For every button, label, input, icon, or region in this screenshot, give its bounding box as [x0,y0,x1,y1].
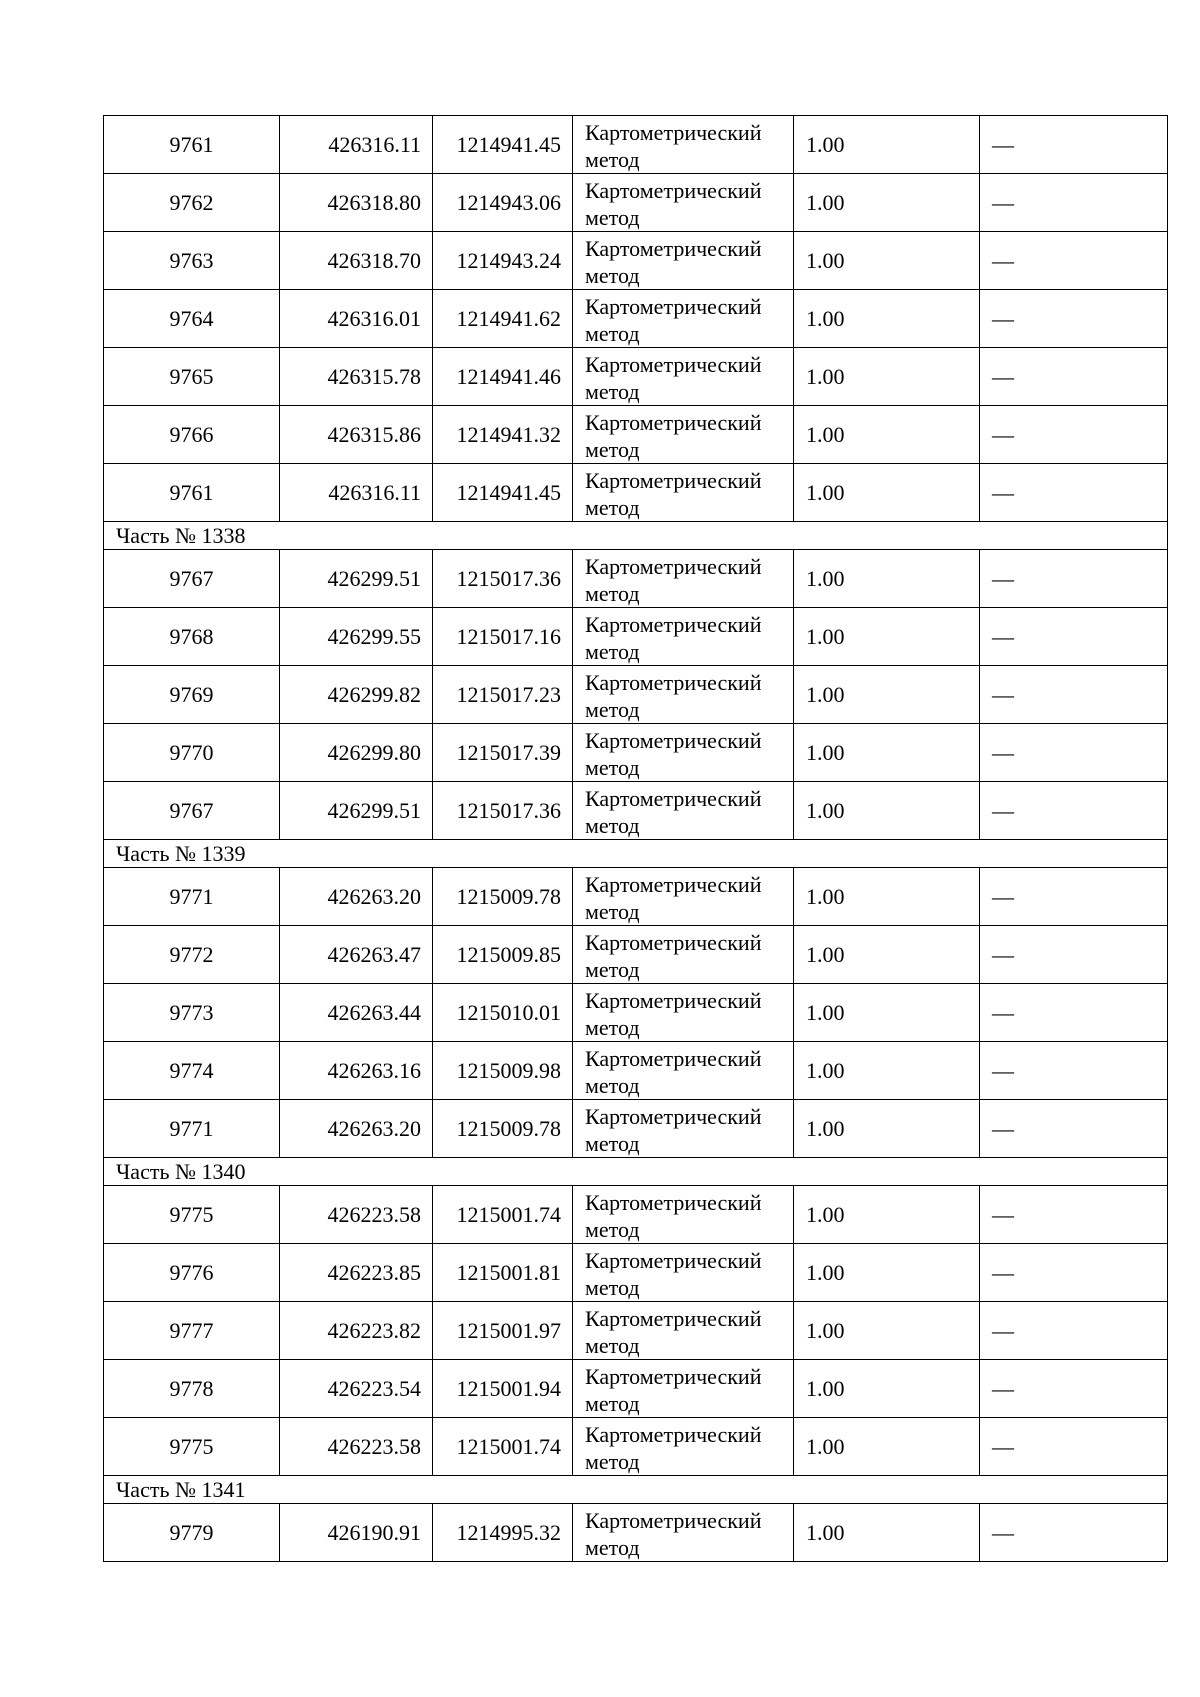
method-line-2: метод [585,898,640,924]
point-number-cell: 9773 [104,984,280,1042]
method-cell [573,1042,794,1100]
y-coordinate-cell: 1215001.81 [433,1244,573,1302]
description-cell: — [980,1100,1168,1158]
point-number-cell: 9771 [104,1100,280,1158]
point-number-cell: 9779 [104,1504,280,1562]
method-line-1: Картометрический [585,1305,762,1331]
description-cell: — [980,1302,1168,1360]
accuracy-cell: 1.00 [794,926,980,984]
point-number-cell: 9771 [104,868,280,926]
method-line-2: метод [585,956,640,982]
accuracy-cell: 1.00 [794,550,980,608]
table-row [104,1186,1168,1244]
x-coordinate-cell: 426316.11 [280,464,433,522]
method-cell [573,116,794,174]
accuracy-cell: 1.00 [794,1504,980,1562]
table-row [104,1418,1168,1476]
table-row [104,348,1168,406]
accuracy-cell: 1.00 [794,406,980,464]
accuracy-cell: 1.00 [794,724,980,782]
description-cell: — [980,724,1168,782]
y-coordinate-cell: 1215017.36 [433,550,573,608]
description-cell: — [980,868,1168,926]
x-coordinate-cell: 426299.51 [280,782,433,840]
x-coordinate-cell: 426299.82 [280,666,433,724]
method-line-1: Картометрический [585,1045,762,1071]
table-row [104,174,1168,232]
table-row [104,464,1168,522]
method-line-2: метод [585,494,640,520]
table-row [104,550,1168,608]
x-coordinate-cell: 426316.01 [280,290,433,348]
description-cell: — [980,1504,1168,1562]
accuracy-cell: 1.00 [794,1418,980,1476]
y-coordinate-cell: 1215009.78 [433,1100,573,1158]
section-label: Часть № 1341 [104,1476,1168,1504]
method-cell [573,1244,794,1302]
x-coordinate-cell: 426315.86 [280,406,433,464]
method-cell [573,724,794,782]
method-cell [573,174,794,232]
x-coordinate-cell: 426263.20 [280,868,433,926]
method-line-2: метод [585,204,640,230]
accuracy-cell: 1.00 [794,868,980,926]
y-coordinate-cell: 1214941.32 [433,406,573,464]
description-cell: — [980,666,1168,724]
method-cell [573,782,794,840]
table-row [104,926,1168,984]
method-cell [573,868,794,926]
x-coordinate-cell: 426299.51 [280,550,433,608]
table-row [104,666,1168,724]
x-coordinate-cell: 426315.78 [280,348,433,406]
x-coordinate-cell: 426318.80 [280,174,433,232]
y-coordinate-cell: 1215017.16 [433,608,573,666]
y-coordinate-cell: 1214941.45 [433,116,573,174]
method-line-2: метод [585,1448,640,1474]
method-line-2: метод [585,1216,640,1242]
method-line-1: Картометрический [585,1103,762,1129]
method-line-1: Картометрический [585,1421,762,1447]
y-coordinate-cell: 1214995.32 [433,1504,573,1562]
y-coordinate-cell: 1215009.98 [433,1042,573,1100]
x-coordinate-cell: 426263.20 [280,1100,433,1158]
method-line-1: Картометрический [585,409,762,435]
section-header-row [104,522,1168,550]
table-row [104,868,1168,926]
method-line-2: метод [585,1332,640,1358]
method-line-2: метод [585,696,640,722]
coordinates-table-body [104,116,1168,1562]
method-line-1: Картометрический [585,727,762,753]
accuracy-cell: 1.00 [794,232,980,290]
method-line-2: метод [585,754,640,780]
method-line-2: метод [585,1014,640,1040]
method-line-1: Картометрический [585,351,762,377]
description-cell: — [980,1418,1168,1476]
description-cell: — [980,348,1168,406]
method-line-2: метод [585,1130,640,1156]
table-row [104,116,1168,174]
method-line-1: Картометрический [585,467,762,493]
accuracy-cell: 1.00 [794,782,980,840]
point-number-cell: 9774 [104,1042,280,1100]
method-line-2: метод [585,146,640,172]
x-coordinate-cell: 426263.47 [280,926,433,984]
accuracy-cell: 1.00 [794,290,980,348]
accuracy-cell: 1.00 [794,348,980,406]
point-number-cell: 9763 [104,232,280,290]
accuracy-cell: 1.00 [794,1100,980,1158]
table-row [104,724,1168,782]
y-coordinate-cell: 1214943.24 [433,232,573,290]
coordinates-table [103,115,1168,1562]
method-cell [573,406,794,464]
point-number-cell: 9767 [104,550,280,608]
point-number-cell: 9770 [104,724,280,782]
description-cell: — [980,1042,1168,1100]
description-cell: — [980,550,1168,608]
point-number-cell: 9777 [104,1302,280,1360]
method-line-1: Картометрический [585,1363,762,1389]
method-cell [573,666,794,724]
method-line-2: метод [585,378,640,404]
point-number-cell: 9775 [104,1418,280,1476]
method-line-1: Картометрический [585,553,762,579]
section-label: Часть № 1340 [104,1158,1168,1186]
section-label: Часть № 1338 [104,522,1168,550]
method-line-2: метод [585,1274,640,1300]
description-cell: — [980,290,1168,348]
x-coordinate-cell: 426223.85 [280,1244,433,1302]
table-row [104,1244,1168,1302]
description-cell: — [980,464,1168,522]
y-coordinate-cell: 1214941.45 [433,464,573,522]
method-line-1: Картометрический [585,929,762,955]
y-coordinate-cell: 1215001.97 [433,1302,573,1360]
method-cell [573,1360,794,1418]
table-row [104,1042,1168,1100]
accuracy-cell: 1.00 [794,984,980,1042]
y-coordinate-cell: 1215017.23 [433,666,573,724]
y-coordinate-cell: 1214943.06 [433,174,573,232]
table-row [104,1504,1168,1562]
method-line-1: Картометрический [585,669,762,695]
accuracy-cell: 1.00 [794,1186,980,1244]
y-coordinate-cell: 1215009.78 [433,868,573,926]
method-line-1: Картометрический [585,611,762,637]
point-number-cell: 9778 [104,1360,280,1418]
section-header-row [104,840,1168,868]
method-line-1: Картометрический [585,119,762,145]
y-coordinate-cell: 1215001.74 [433,1186,573,1244]
point-number-cell: 9765 [104,348,280,406]
accuracy-cell: 1.00 [794,464,980,522]
table-row [104,608,1168,666]
point-number-cell: 9764 [104,290,280,348]
x-coordinate-cell: 426223.54 [280,1360,433,1418]
method-line-1: Картометрический [585,785,762,811]
method-line-1: Картометрический [585,177,762,203]
accuracy-cell: 1.00 [794,1360,980,1418]
method-line-2: метод [585,262,640,288]
description-cell: — [980,782,1168,840]
description-cell: — [980,1186,1168,1244]
section-label: Часть № 1339 [104,840,1168,868]
point-number-cell: 9768 [104,608,280,666]
point-number-cell: 9761 [104,116,280,174]
method-cell [573,608,794,666]
point-number-cell: 9775 [104,1186,280,1244]
method-line-1: Картометрический [585,1189,762,1215]
description-cell: — [980,608,1168,666]
description-cell: — [980,926,1168,984]
method-line-2: метод [585,812,640,838]
method-line-2: метод [585,580,640,606]
method-line-2: метод [585,638,640,664]
description-cell: — [980,116,1168,174]
y-coordinate-cell: 1214941.62 [433,290,573,348]
point-number-cell: 9767 [104,782,280,840]
y-coordinate-cell: 1215010.01 [433,984,573,1042]
method-line-1: Картометрический [585,1507,762,1533]
accuracy-cell: 1.00 [794,1042,980,1100]
method-line-1: Картометрический [585,871,762,897]
description-cell: — [980,984,1168,1042]
accuracy-cell: 1.00 [794,116,980,174]
method-cell [573,464,794,522]
point-number-cell: 9766 [104,406,280,464]
accuracy-cell: 1.00 [794,1302,980,1360]
method-line-2: метод [585,1534,640,1560]
table-row [104,984,1168,1042]
accuracy-cell: 1.00 [794,174,980,232]
method-line-2: метод [585,1390,640,1416]
x-coordinate-cell: 426223.58 [280,1418,433,1476]
method-cell [573,1418,794,1476]
point-number-cell: 9769 [104,666,280,724]
table-row [104,406,1168,464]
method-line-2: метод [585,436,640,462]
description-cell: — [980,1360,1168,1418]
description-cell: — [980,174,1168,232]
x-coordinate-cell: 426263.16 [280,1042,433,1100]
method-cell [573,1302,794,1360]
point-number-cell: 9762 [104,174,280,232]
x-coordinate-cell: 426190.91 [280,1504,433,1562]
method-cell [573,232,794,290]
y-coordinate-cell: 1214941.46 [433,348,573,406]
x-coordinate-cell: 426223.58 [280,1186,433,1244]
method-cell [573,290,794,348]
x-coordinate-cell: 426223.82 [280,1302,433,1360]
method-line-1: Картометрический [585,987,762,1013]
description-cell: — [980,232,1168,290]
table-row [104,1302,1168,1360]
section-header-row [104,1158,1168,1186]
x-coordinate-cell: 426263.44 [280,984,433,1042]
accuracy-cell: 1.00 [794,1244,980,1302]
method-line-2: метод [585,320,640,346]
method-cell [573,926,794,984]
table-row [104,1100,1168,1158]
y-coordinate-cell: 1215017.36 [433,782,573,840]
table-row [104,1360,1168,1418]
method-line-2: метод [585,1072,640,1098]
y-coordinate-cell: 1215001.94 [433,1360,573,1418]
x-coordinate-cell: 426299.55 [280,608,433,666]
method-line-1: Картометрический [585,293,762,319]
method-cell [573,348,794,406]
description-cell: — [980,406,1168,464]
table-row [104,782,1168,840]
point-number-cell: 9761 [104,464,280,522]
method-cell [573,1504,794,1562]
method-cell [573,1100,794,1158]
accuracy-cell: 1.00 [794,666,980,724]
y-coordinate-cell: 1215009.85 [433,926,573,984]
x-coordinate-cell: 426318.70 [280,232,433,290]
method-line-1: Картометрический [585,1247,762,1273]
method-line-1: Картометрический [585,235,762,261]
method-cell [573,984,794,1042]
section-header-row [104,1476,1168,1504]
table-row [104,232,1168,290]
method-cell [573,550,794,608]
point-number-cell: 9776 [104,1244,280,1302]
y-coordinate-cell: 1215017.39 [433,724,573,782]
x-coordinate-cell: 426316.11 [280,116,433,174]
description-cell: — [980,1244,1168,1302]
method-cell [573,1186,794,1244]
point-number-cell: 9772 [104,926,280,984]
table-row [104,290,1168,348]
x-coordinate-cell: 426299.80 [280,724,433,782]
accuracy-cell: 1.00 [794,608,980,666]
y-coordinate-cell: 1215001.74 [433,1418,573,1476]
